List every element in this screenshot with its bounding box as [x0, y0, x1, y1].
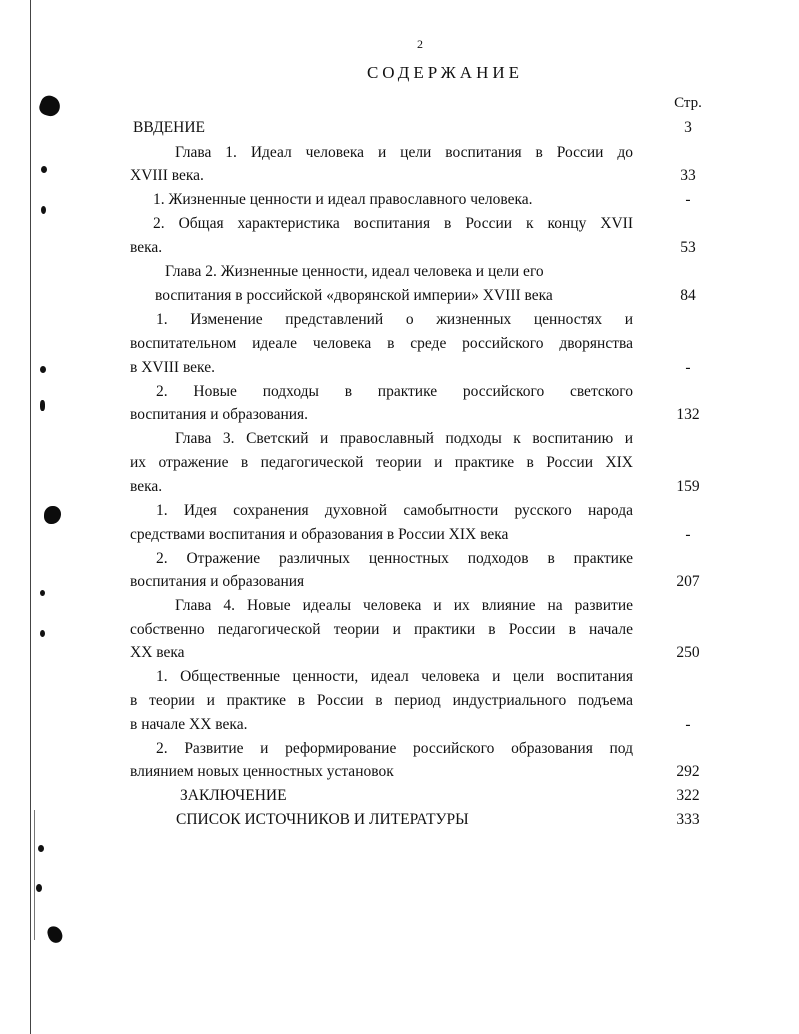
scan-speck	[40, 630, 45, 637]
toc-section-1-1: 1. Жизненные ценности и идеал православного человека.	[153, 191, 533, 208]
toc-section-2-2-cont: воспитания и образования.	[130, 406, 309, 423]
scan-speck	[40, 400, 45, 411]
toc-sources: СПИСОК ИСТОЧНИКОВ И ЛИТЕРАТУРЫ	[176, 811, 469, 828]
toc-page-number: -	[685, 716, 691, 733]
toc-page-number: 33	[680, 167, 696, 184]
toc-chapter-2-cont: воспитания в российской «дворянской империи» XVIII века	[155, 287, 553, 304]
toc-chapter-3-cont: их отражение в педагогической теории и практике в России XIX	[130, 454, 633, 471]
hole-punch-mark	[46, 924, 64, 944]
toc-page-number: -	[685, 526, 691, 543]
toc-page-number: 250	[676, 644, 700, 661]
scan-speck	[41, 206, 46, 214]
toc-intro: ВВДЕНИЕ	[133, 119, 205, 136]
toc-chapter-3: Глава 3. Светский и православный подходы к воспитанию и	[175, 430, 633, 447]
scan-speck	[36, 884, 42, 892]
page-title: СОДЕРЖАНИЕ	[366, 63, 524, 82]
toc-section-1-2-cont: века.	[130, 239, 163, 256]
toc-section-4-2-cont: влиянием новых ценностных установок	[130, 763, 394, 780]
toc-section-3-1: 1. Идея сохранения духовной самобытности русского народа	[156, 502, 633, 519]
toc-page-number: 322	[676, 787, 700, 804]
toc-chapter-2: Глава 2. Жизненные ценности, идеал человека и цели его	[165, 263, 544, 280]
toc-section-3-2: 2. Отражение различных ценностных подходов в практике	[156, 550, 633, 567]
toc-section-4-1: 1. Общественные ценности, идеал человека и цели воспитания	[156, 668, 633, 685]
toc-page-number: 159	[676, 478, 700, 495]
toc-section-2-1: 1. Изменение представлений о жизненных ценностях и	[156, 311, 633, 328]
toc-chapter-3-cont: века.	[130, 478, 163, 495]
toc-chapter-4-cont: XX века	[130, 644, 185, 661]
toc-conclusion: ЗАКЛЮЧЕНИЕ	[180, 787, 287, 804]
toc-section-2-2: 2. Новые подходы в практике российского светского	[156, 383, 633, 400]
toc-section-4-1-cont: в теории и практике в России в период индустриального подъема	[130, 692, 633, 709]
toc-chapter-4-cont: собственно педагогической теории и практики в России в начале	[130, 621, 633, 638]
toc-page-number: 3	[684, 119, 692, 136]
toc-chapter-1: Глава 1. Идеал человека и цели воспитания в России до	[175, 144, 633, 161]
scan-speck	[40, 590, 45, 596]
toc-page-number: 53	[680, 239, 696, 256]
toc-section-1-2: 2. Общая характеристика воспитания в России к концу XVII	[153, 215, 633, 232]
scan-edge-line	[34, 810, 35, 940]
scan-speck	[41, 166, 47, 173]
toc-section-3-2-cont: воспитания и образования	[130, 573, 305, 590]
hole-punch-mark	[44, 506, 61, 524]
toc-section-4-1-cont: в начале XX века.	[130, 716, 248, 733]
toc-page-number: 292	[676, 763, 700, 780]
toc-section-3-1-cont: средствами воспитания и образования в России XIX века	[130, 526, 509, 543]
toc-page-number: 132	[676, 406, 700, 423]
hole-punch-mark	[37, 93, 63, 119]
toc-section-4-2: 2. Развитие и реформирование российского образования под	[156, 740, 633, 757]
page-column-header: Стр.	[674, 95, 702, 111]
toc-page-number: -	[685, 359, 691, 376]
toc-page-number: 84	[680, 287, 696, 304]
toc-page-number: 207	[676, 573, 700, 590]
scan-speck	[38, 845, 44, 852]
scan-speck	[40, 366, 46, 373]
page-number: 2	[417, 37, 423, 51]
toc-page-number: -	[685, 191, 691, 208]
toc-page-number: 333	[676, 811, 700, 828]
scan-edge-line	[30, 0, 31, 1034]
toc-chapter-1-cont: XVIII века.	[130, 167, 204, 184]
toc-chapter-4: Глава 4. Новые идеалы человека и их влияние на развитие	[175, 597, 633, 614]
toc-section-2-1-cont: воспитательном идеале человека в среде российского дворянства	[130, 335, 633, 352]
toc-section-2-1-cont: в XVIII веке.	[130, 359, 215, 376]
